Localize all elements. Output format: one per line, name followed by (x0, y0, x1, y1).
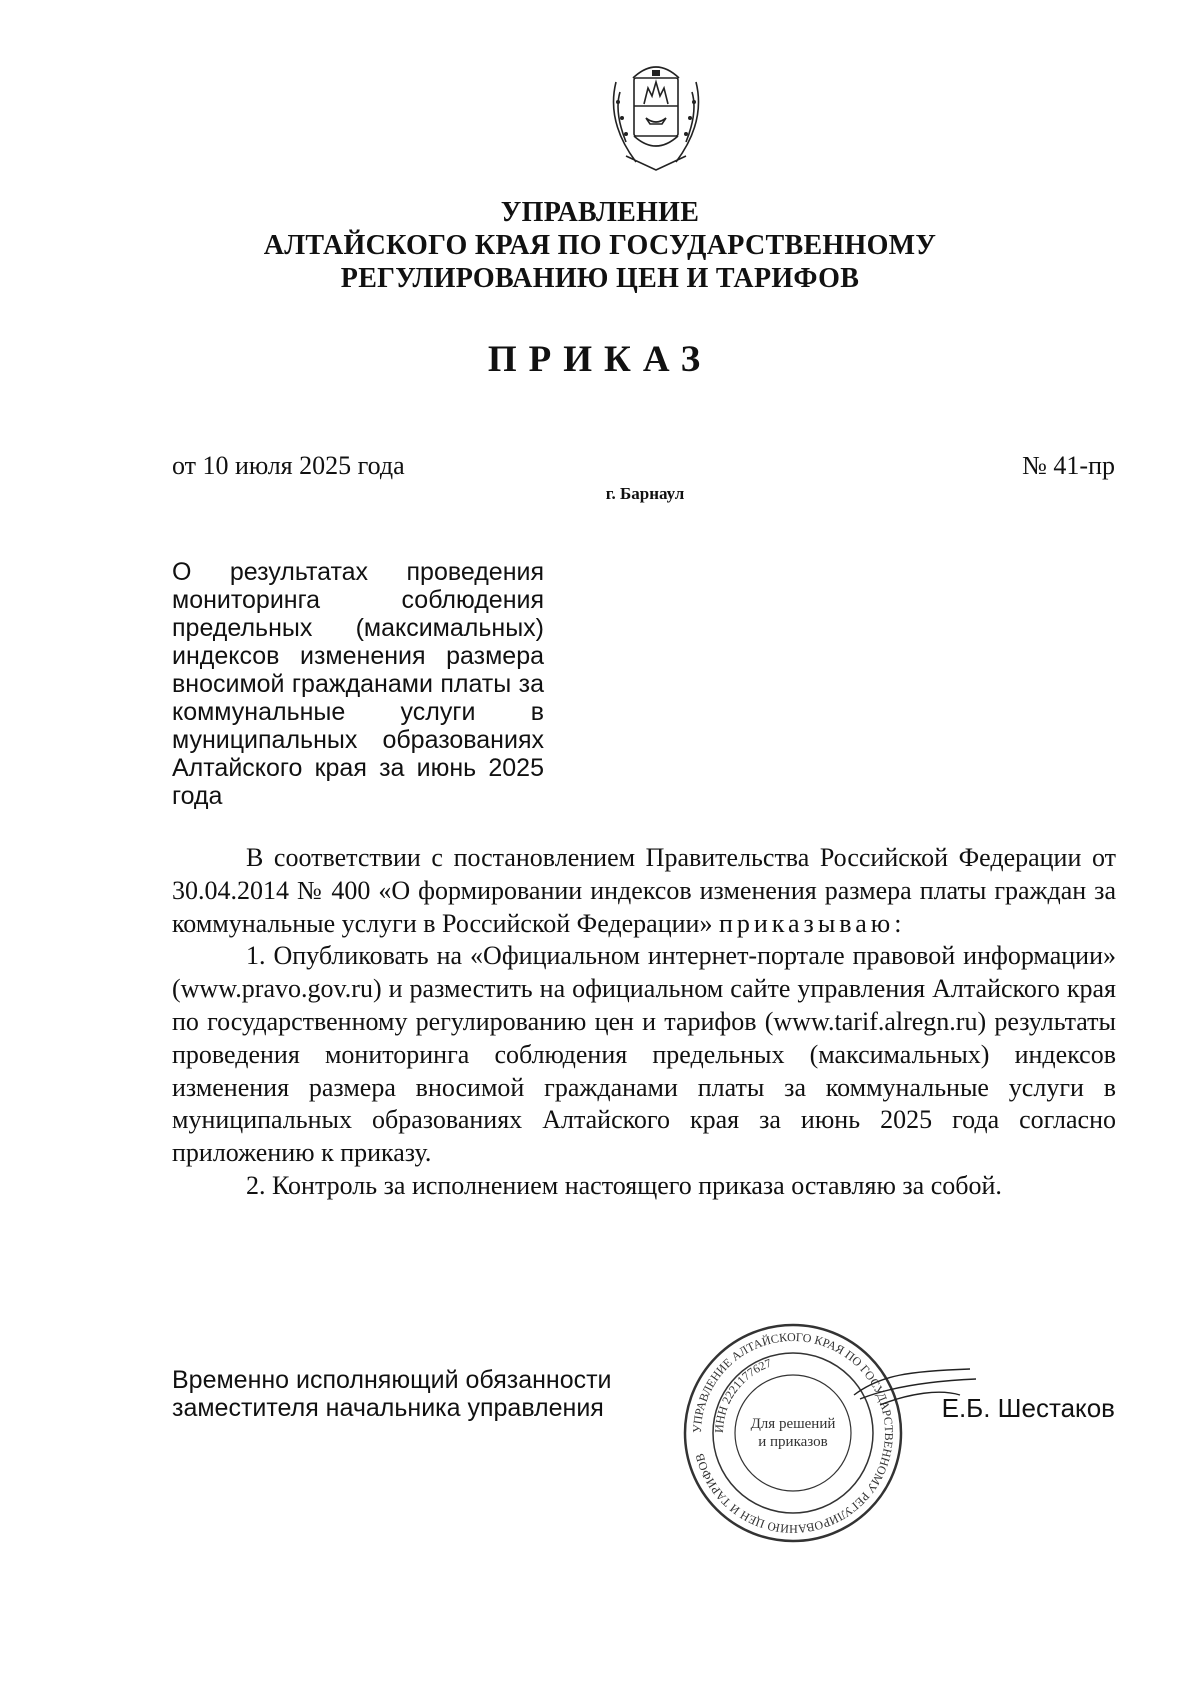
organization-name-line-3: РЕГУЛИРОВАНИЮ ЦЕН И ТАРИФОВ (340, 263, 860, 294)
document-subject: О результатах проведения мониторинга соблюдения предельных (максимальных) индексов изменения размера вносимой гражданами платы за коммунальные услуги в муниципальных образованиях Алтайского края за июнь 2025 года (172, 558, 544, 810)
preamble-text: В соответствии с постановлением Правительства Российской Федерации от 30.04.2014 № 400 «О формировании индексов изменения размера платы граждан за коммунальные услуги в Российской Федерации» (172, 843, 1116, 938)
signer-position (172, 1366, 642, 1422)
stamp-inn-text: ИНН 2221177627 (711, 1355, 774, 1434)
organization-name-line-1: УПРАВЛЕНИЕ (500, 197, 700, 228)
stamp-center-line-1: Для решений (750, 1416, 836, 1432)
preamble-paragraph (172, 842, 1116, 940)
document-number: № 41-пр (1022, 451, 1115, 480)
signer-name: Е.Б. Шестаков (941, 1393, 1115, 1423)
document-title: ПРИКАЗ (487, 339, 713, 380)
document-city: г. Барнаул (605, 484, 685, 503)
altai-krai-coat-of-arms-icon (596, 52, 716, 178)
document-body (172, 842, 1116, 1203)
svg-text:УПРАВЛЕНИЕ АЛТАЙСКОГО КРАЯ ПО (690, 1330, 896, 1536)
stamp-ring-text: УПРАВЛЕНИЕ АЛТАЙСКОГО КРАЯ ПО ГОСУДАРСТВЕННОМУ РЕГУЛИРОВАНИЮ ЦЕН И ТАРИФОВ (689, 1329, 897, 1537)
order-item-2: 2. Контроль за исполнением настоящего приказа оставляю за собой. (246, 1170, 1002, 1200)
organization-name-line-2: АЛТАЙСКОГО КРАЯ ПО ГОСУДАРСТВЕННОМУ (263, 230, 937, 261)
signer-position-line-1: Временно исполняющий обязанности (172, 1366, 612, 1394)
official-round-stamp-icon (678, 1318, 908, 1548)
document-date: от 10 июля 2025 года (172, 451, 405, 480)
signer-position-line-2: заместителя начальника управления (172, 1394, 604, 1422)
order-item-1: 1. Опубликовать на «Официальном интернет-портале правовой информации» (www.pravo.gov.ru) и разместить на официальном сайте управления Алтайского края по государственному регулированию цен и тарифов (www.tarif.alregn.ru) результаты проведения мониторинга соблюдения предельных (максимальных) индексов изменения размера вносимой гражданами платы за коммунальные услуги в муниципальных образованиях Алтайского края за июнь 2025 года согласно приложению к приказу. (172, 941, 1116, 1168)
order-word: приказываю: (718, 908, 906, 938)
stamp-center-line-2: и приказов (758, 1434, 828, 1450)
